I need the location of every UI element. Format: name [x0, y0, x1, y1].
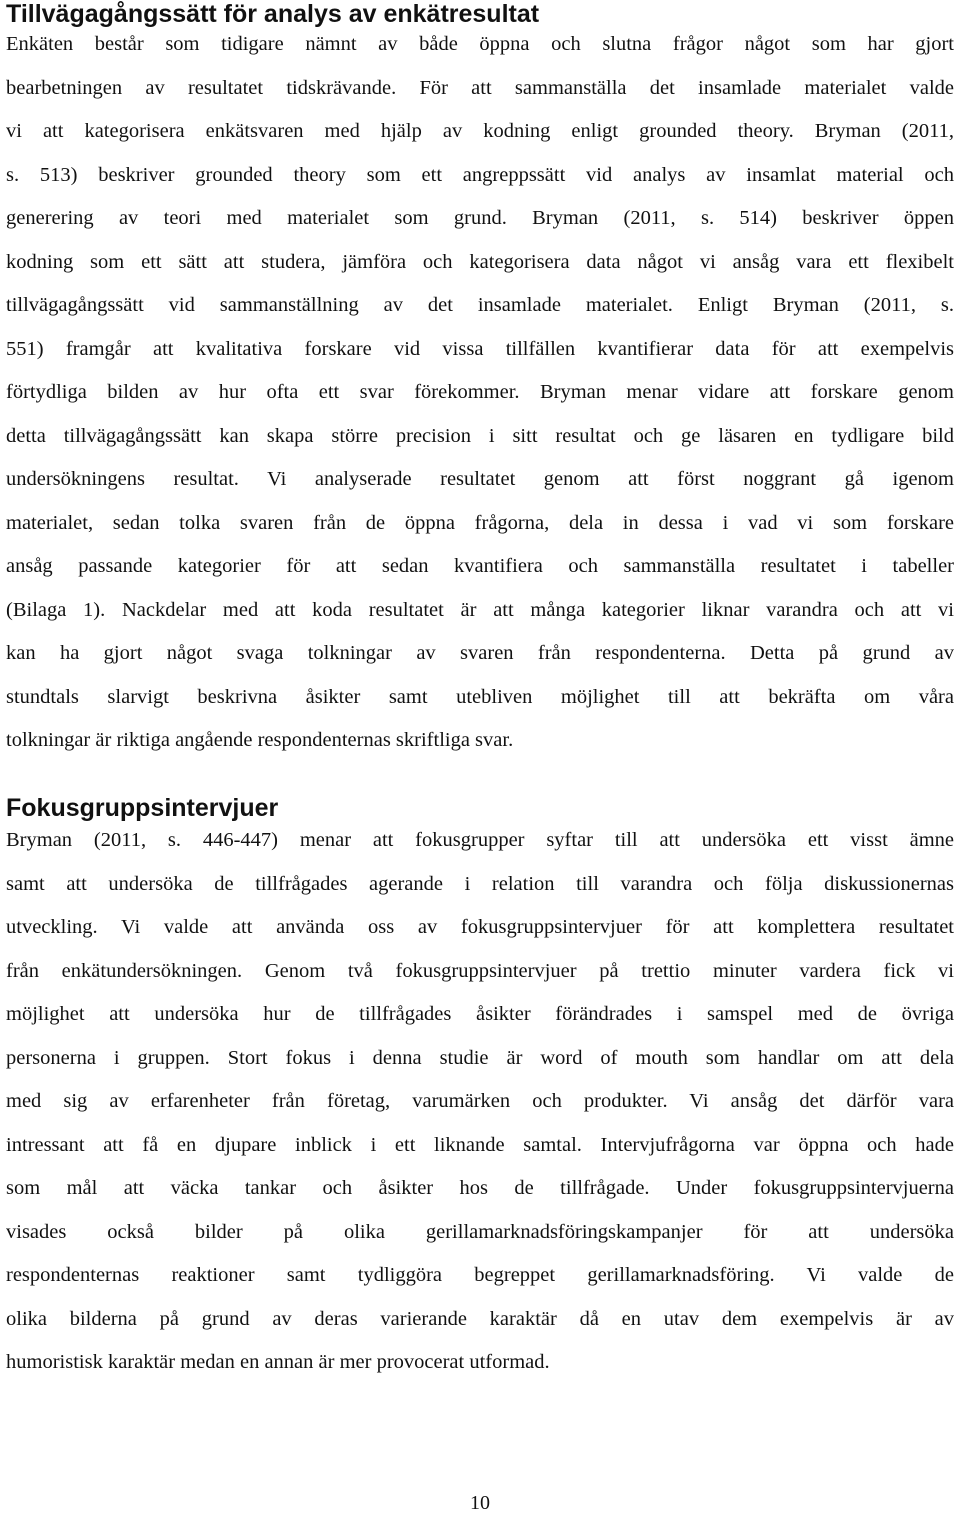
text-line: Bryman (2011, s. 446-447) menar att fokusgrupper syftar till att undersöka ett visst ämne: [6, 829, 954, 851]
page-number: 10: [470, 1492, 490, 1514]
text-line: detta tillvägagångssätt kan skapa större precision i sitt resultat och ge läsaren en tydligare bild: [6, 424, 954, 447]
text-line: s. 513) beskriver grounded theory som ett angreppssätt vid analys av insamlat material och: [6, 163, 954, 186]
text-line: utveckling. Vi valde att använda oss av fokusgruppsintervjuer för att komplettera resultatet: [6, 916, 954, 938]
text-line: visades också bilder på olika gerillamarknadsföringskampanjer för att undersöka: [6, 1220, 954, 1243]
text-line: tolkningar är riktiga angående respondenternas skriftliga svar.: [6, 729, 514, 751]
text-line: personerna i gruppen. Stort fokus i denna studie är word of mouth som handlar om att dela: [6, 1046, 954, 1069]
text-line: samt att undersöka de tillfrågades agerande i relation till varandra och följa diskussionernas: [6, 872, 954, 895]
text-line: som mål att väcka tankar och åsikter hos de tillfrågade. Under fokusgruppsintervjuerna: [6, 1177, 954, 1199]
text-line: förtydliga bilden av hur ofta ett svar förekommer. Bryman menar vidare att forskare genom: [6, 381, 954, 403]
text-line: (Bilaga 1). Nackdelar med att koda resultatet är att många kategorier liknar varandra och att vi: [6, 598, 954, 621]
text-line: från enkätundersökningen. Genom två fokusgruppsintervjuer på trettio minuter vardera fick vi: [6, 959, 954, 982]
text-line: ansåg passande kategorier för att sedan kvantifiera och sammanställa resultatet i tabeller: [6, 555, 954, 577]
text-line: respondenternas reaktioner samt tydliggöra begreppet gerillamarknadsföring. Vi valde de: [6, 1264, 954, 1286]
text-line: vi att kategorisera enkätsvaren med hjälp av kodning enligt grounded theory. Bryman (2011,: [6, 120, 954, 142]
text-line: stundtals slarvigt beskrivna åsikter samt utebliven möjlighet till att bekräfta om våra: [6, 685, 954, 708]
section-heading-analysis: Tillvägagångssätt för analys av enkätresultat: [6, 0, 540, 28]
text-line: tillvägagångssätt vid sammanställning av det insamlade materialet. Enligt Bryman (2011, s.: [6, 294, 954, 316]
text-line: kan ha gjort något svaga tolkningar av svaren från respondenterna. Detta på grund av: [6, 642, 954, 664]
text-line: kodning som ett sätt att studera, jämföra och kategorisera data något vi ansåg vara ett flexibelt: [6, 250, 954, 273]
text-line: generering av teori med materialet som grund. Bryman (2011, s. 514) beskriver öppen: [6, 207, 954, 229]
text-line: 551) framgår att kvalitativa forskare vid vissa tillfällen kvantifierar data för att exempelvis: [6, 337, 954, 360]
text-line: materialet, sedan tolka svaren från de öppna frågorna, dela in dessa i vad vi som forskare: [6, 511, 954, 534]
text-line: Enkäten består som tidigare nämnt av både öppna och slutna frågor något som har gjort: [6, 33, 954, 55]
text-line: olika bilderna på grund av deras varierande karaktär då en utav dem exempelvis är av: [6, 1307, 954, 1330]
section-heading-focus-groups: Fokusgruppsintervjuer: [6, 794, 279, 822]
text-line: intressant att få en djupare inblick i ett liknande samtal. Intervjufrågorna var öppna och hade: [6, 1133, 954, 1156]
text-line: humoristisk karaktär medan en annan är mer provocerat utformad.: [6, 1351, 550, 1373]
text-line: möjlighet att undersöka hur de tillfrågades åsikter förändrades i samspel med de övriga: [6, 1003, 954, 1025]
text-line: undersökningens resultat. Vi analyserade resultatet genom att först noggrant gå igenom: [6, 468, 954, 490]
text-line: bearbetningen av resultatet tidskrävande. För att sammanställa det insamlade materialet valde: [6, 76, 954, 99]
text-line: med sig av erfarenheter från företag, varumärken och produkter. Vi ansåg det därför vara: [6, 1090, 954, 1112]
